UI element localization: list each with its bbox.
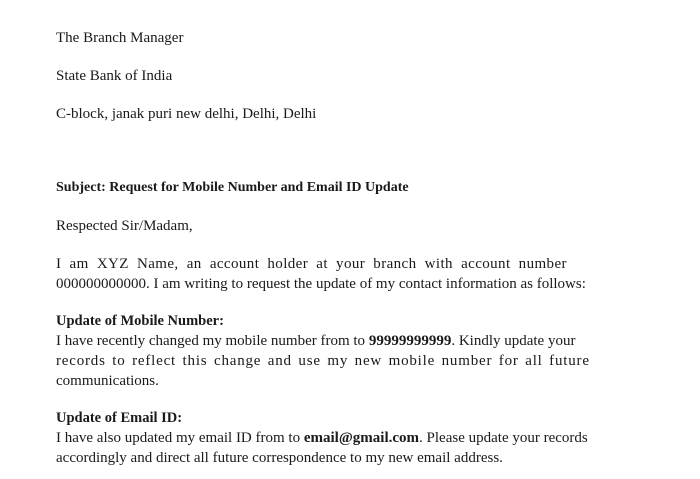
new-email-address: email@gmail.com <box>303 430 420 446</box>
letter-body <box>56 28 656 468</box>
email-update-section <box>56 409 656 468</box>
mobile-text-after: . Kindly update your <box>451 333 576 349</box>
mobile-line-1 <box>56 331 656 351</box>
mobile-text-before: I have recently changed my mobile number from to <box>56 333 369 349</box>
mobile-section-heading: Update of Mobile Number: <box>56 313 224 329</box>
intro-line-2: 000000000000. I am writing to request the update of my contact information as follows: <box>56 276 586 292</box>
mobile-update-section <box>56 312 656 391</box>
intro-paragraph <box>56 254 656 294</box>
email-section-heading: Update of Email ID: <box>56 410 183 426</box>
new-mobile-number: 99999999999 <box>368 333 452 349</box>
bank-name: State Bank of India <box>56 68 173 84</box>
email-text-before: I have also updated my email ID from to <box>56 430 304 446</box>
mobile-line-2: records to reflect this change and use my new mobile number for all future <box>56 353 590 369</box>
recipient-title: The Branch Manager <box>56 30 184 46</box>
email-line-1 <box>56 428 656 448</box>
intro-line-1: I am XYZ Name, an account holder at your branch with account number <box>56 256 567 272</box>
branch-address: C-block, janak puri new delhi, Delhi, Delhi <box>56 106 317 122</box>
mobile-line-3: communications. <box>56 373 159 389</box>
email-text-after: . Please update your records <box>419 430 588 446</box>
email-line-2: accordingly and direct all future correspondence to my new email address. <box>56 450 503 466</box>
subject-line: Subject: Request for Mobile Number and Email ID Update <box>56 180 409 195</box>
salutation: Respected Sir/Madam, <box>56 218 193 234</box>
